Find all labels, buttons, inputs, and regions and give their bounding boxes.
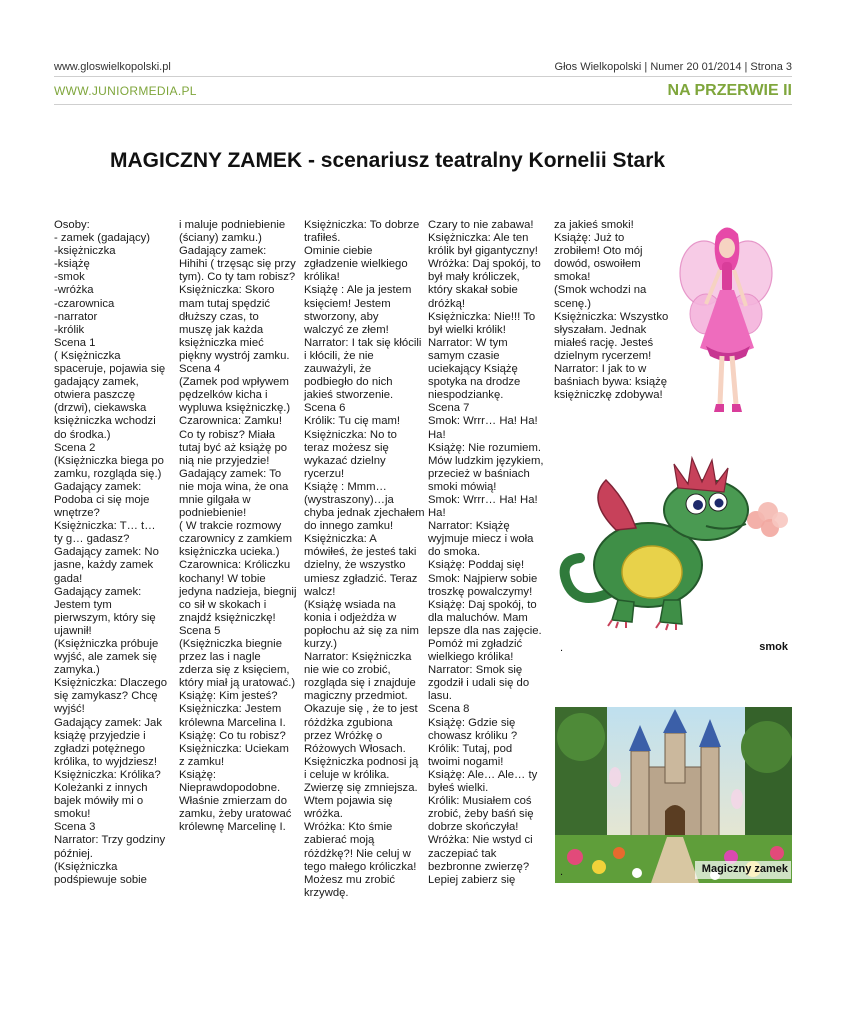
text-line: Co ty robisz? Miała: [179, 428, 276, 441]
text-line: ( W trakcie rozmowy: [179, 520, 282, 533]
castle-caption-mark: .: [560, 866, 564, 878]
text-line: Scena 8: [428, 703, 470, 716]
text-line: Książę:: [179, 768, 217, 781]
text-line: -księżniczka: [54, 245, 116, 258]
text-line: i maluje podniebienie: [179, 219, 286, 231]
text-line: Narrator: Księżniczka: [304, 651, 412, 664]
text-line: królika, to wyjdziesz!: [54, 755, 157, 768]
text-line: Księżniczka: Ale ten: [428, 232, 529, 245]
text-line: jakieś stworzenie.: [304, 389, 394, 402]
text-line: był mały króliczek,: [428, 271, 520, 284]
text-line: scenę.): [554, 297, 592, 310]
text-line: Wróżka: Kto śmie: [304, 821, 393, 834]
text-line: Właśnie zmierzam do: [179, 795, 287, 808]
text-line: (Księżniczka: [54, 860, 118, 873]
text-line: dróżką!: [428, 297, 466, 310]
section-title: NA PRZERWIE II: [667, 82, 792, 99]
text-line: Księżniczka: Jestem: [179, 703, 282, 716]
text-line: zamyka.): [54, 664, 100, 677]
text-line: -królik: [54, 323, 85, 336]
text-line: Księżniczka: Uciekam: [179, 742, 289, 755]
text-line: bezbronne zwierzę?: [428, 860, 530, 873]
text-line: wyjść, ale zamek się: [54, 651, 157, 664]
text-line: podbiegło do nich: [304, 376, 393, 389]
brand-url: WWW.JUNIORMEDIA.PL: [54, 84, 197, 98]
text-line: -narrator: [54, 310, 98, 323]
text-line: spaceruje, pojawia się: [54, 363, 166, 376]
text-line: do smoka.: [428, 546, 481, 559]
text-line: Narrator: I jak to w: [554, 363, 647, 376]
text-line: Księżniczka: Skoro: [179, 284, 275, 297]
text-line: wyjść!: [54, 703, 85, 716]
article-title: MAGICZNY ZAMEK - scenariusz teatralny Kornelii Stark: [110, 149, 666, 172]
text-line: Podoba ci się moje: [54, 493, 150, 506]
text-line: książę przyjedzie i: [54, 729, 146, 742]
text-line: pędzelków kicha i: [179, 389, 268, 402]
text-line: zgładzi potężnego: [54, 742, 146, 755]
text-line: zauważyli, że: [304, 363, 372, 376]
text-line: miałeś rację. Jesteś: [554, 336, 654, 349]
text-line: nie moja wina, że ona: [179, 480, 289, 493]
header-divider: [54, 76, 792, 77]
text-line: -smok: [54, 271, 85, 284]
text-line: - zamek (gadający): [54, 232, 151, 245]
text-line: zrobić, żeby baśń się: [428, 808, 534, 821]
text-line: Narrator: Trzy godziny: [54, 834, 166, 847]
text-line: ujawnił!: [54, 624, 92, 637]
text-line: baśniach bywa: książę: [554, 376, 668, 389]
text-line: tutaj być aż książę po: [179, 441, 288, 454]
text-line: który skakał sobie: [428, 284, 518, 297]
text-column-1: [54, 219, 167, 887]
text-line: Księżniczka: No to: [304, 428, 397, 441]
text-line: bajek mówiły mi o: [54, 795, 144, 808]
text-line: Książę: Już to: [554, 232, 625, 245]
text-line: Scena 4: [179, 363, 221, 376]
text-line: i celuje w królika.: [304, 768, 390, 781]
text-line: -czarownica: [54, 297, 115, 310]
text-line: Czarownica: Zamku!: [179, 415, 282, 428]
text-line: muszę jak każda: [179, 323, 264, 336]
text-line: Wróżka: Nie wstyd ci: [428, 834, 533, 847]
text-line: różdżka zgubiona: [304, 716, 393, 729]
text-line: (Książę wsiada na: [304, 598, 396, 611]
text-line: znajdź księżniczkę!: [179, 611, 276, 624]
text-line: Smok: Wrrr… Ha! Ha!: [428, 415, 538, 428]
text-line: Wróżka: Daj spokój, to: [428, 258, 541, 271]
text-line: Królik: Tu cię mam!: [304, 415, 401, 428]
text-line: chyba jednak zjechałem: [304, 507, 425, 520]
text-line: Narrator: Smok się: [428, 664, 523, 677]
text-column-5: [554, 219, 668, 402]
text-line: Księżniczka: Nie!!! To: [428, 310, 536, 323]
text-line: jedyna nadzieja, biegnij: [179, 585, 297, 598]
text-line: kochany! W tobie: [179, 572, 266, 585]
text-line: lepsze dla nas zajęcie.: [428, 624, 542, 637]
text-line: Książę: Nie rozumiem.: [428, 441, 542, 454]
text-line: teraz możesz się: [304, 441, 389, 454]
text-line: Narrator: W tym: [428, 336, 508, 349]
text-line: za jakieś smoki!: [554, 219, 634, 231]
text-line: do innego zamku!: [304, 520, 394, 533]
text-line: Czary to nie zabawa!: [428, 219, 534, 231]
text-line: chowasz króliku ?: [428, 729, 518, 742]
text-line: kurzy.): [304, 638, 338, 650]
text-line: Scena 6: [304, 402, 346, 415]
text-line: twoimi nogami!: [428, 755, 504, 768]
text-line: królewnę Marcelinę I.: [179, 821, 286, 834]
text-line: zderza się z księciem,: [179, 664, 290, 677]
text-line: Gadający zamek:: [54, 480, 142, 493]
text-line: Księżniczka: T… t…: [54, 520, 156, 533]
text-line: Scena 5: [179, 624, 221, 637]
text-column-3: [304, 219, 425, 900]
text-line: Książę: Daj spokój, to: [428, 598, 537, 611]
text-column-4: [428, 219, 544, 887]
text-line: wnętrze?: [54, 507, 100, 520]
text-column-2: [179, 219, 296, 834]
text-line: Książę : Ale ja jestem: [304, 284, 412, 297]
text-line: zrobiłem! Oto mój: [554, 245, 643, 258]
text-line: królika!: [304, 271, 340, 284]
text-line: nią nie przyjedzie!: [179, 454, 270, 467]
text-line: spotyka na drodze: [428, 376, 521, 389]
text-line: uciekający Książę: [428, 363, 518, 376]
text-line: Jestem tym: [54, 598, 112, 611]
text-line: rycerzu!: [304, 467, 345, 480]
text-line: Ha!: [428, 428, 446, 441]
text-line: smoku!: [54, 808, 91, 821]
text-line: (Księżniczka próbuje: [54, 638, 159, 650]
text-line: Osoby:: [54, 219, 90, 231]
text-line: dzielnym rycerzem!: [554, 349, 652, 362]
text-line: konia i odjeżdża w: [304, 611, 397, 624]
text-line: Scena 2: [54, 441, 96, 454]
issue-info: Głos Wielkopolski | Numer 20 01/2014 | Strona 3: [554, 61, 792, 73]
text-line: Gadający zamek:: [179, 245, 267, 258]
text-line: piękny wystrój zamku.: [179, 349, 290, 362]
text-line: Czarownica: Króliczku: [179, 559, 291, 572]
text-line: Książę : Mmm…: [304, 480, 387, 493]
text-line: Pomóż mi zgładzić: [428, 638, 523, 650]
text-line: magiczny przedmiot.: [304, 690, 408, 703]
text-line: zabierać moją: [304, 834, 375, 847]
text-line: Księżniczka podnosi ją: [304, 755, 419, 768]
text-line: popłochu aż się za nim: [304, 624, 419, 637]
text-line: mam tutaj spędzić: [179, 297, 271, 310]
text-line: zgładzenie wielkiego: [304, 258, 408, 271]
text-line: Koleżanki z innych: [54, 782, 148, 795]
text-line: i kłócili, że nie: [304, 349, 374, 362]
text-line: Scena 3: [54, 821, 96, 834]
text-line: Ominie ciebie: [304, 245, 373, 258]
text-line: słyszałam. Jednak: [554, 323, 647, 336]
text-line: Zwierzę się zmniejsza.: [304, 782, 418, 795]
text-line: zamku, żeby uratować: [179, 808, 292, 821]
text-line: tym). Co ty tam robisz?: [179, 271, 296, 284]
text-line: był wielki królik!: [428, 323, 506, 336]
text-line: przecież w baśniach: [428, 467, 530, 480]
text-line: troszkę powalczymy!: [428, 585, 533, 598]
text-line: rozgląda się i znajduje: [304, 677, 416, 690]
text-line: czarownicy z zamkiem: [179, 533, 292, 546]
text-line: przez Wróżkę o: [304, 729, 383, 742]
text-line: walczyć ze złem!: [304, 323, 389, 336]
text-line: samym czasie: [428, 349, 500, 362]
text-line: Narrator: I tak się kłócili: [304, 336, 422, 349]
text-line: Książę: Co tu robisz?: [179, 729, 286, 742]
text-line: (ściany) zamku.): [179, 232, 262, 245]
castle-caption: Magiczny zamek: [701, 863, 788, 875]
text-line: księżniczka ucieka.): [179, 546, 280, 559]
text-line: Hihihi ( trzęsąc się przy: [179, 258, 296, 271]
text-line: smoki mówią!: [428, 480, 497, 493]
text-line: dłuższy czas, to: [179, 310, 259, 323]
text-line: Lepiej zabierz się: [428, 873, 516, 886]
text-line: różdżkę?! Nie celuj w: [304, 847, 411, 860]
text-line: księżniczka mieć: [179, 336, 264, 349]
text-line: Wtem pojawia się: [304, 795, 393, 808]
text-line: Scena 7: [428, 402, 470, 415]
text-line: Księżniczka: Dlaczego: [54, 677, 168, 690]
text-line: wykazać dzielny: [304, 454, 386, 467]
text-line: mówiłeś, że jesteś taki: [304, 546, 417, 559]
text-line: wyjmuje miecz i woła: [428, 533, 534, 546]
text-line: się zamykasz? Chcę: [54, 690, 158, 703]
text-line: wypluwa księżniczkę.): [179, 402, 291, 415]
text-line: Różowych Włosach.: [304, 742, 406, 755]
text-line: dowód, oswoiłem: [554, 258, 641, 271]
text-line: (drzwi), ciekawska: [54, 402, 147, 415]
text-line: pierwszym, który się: [54, 611, 156, 624]
text-line: wielkiego królika!: [428, 651, 514, 664]
text-line: jasne, każdy zamek: [54, 559, 154, 572]
text-line: Księżniczka: Królika?: [54, 768, 161, 781]
text-line: -wróżka: [54, 284, 94, 297]
text-line: Scena 1: [54, 336, 96, 349]
text-line: później.: [54, 847, 93, 860]
text-line: walcz!: [304, 585, 336, 598]
text-line: księżniczka wchodzi: [54, 415, 156, 428]
text-line: Królik: Tutaj, pod: [428, 742, 513, 755]
text-line: byłeś wielki.: [428, 782, 489, 795]
text-line: Gadający zamek: Jak: [54, 716, 162, 729]
text-line: dzielny, że wszystko: [304, 559, 406, 572]
text-line: z zamku!: [179, 755, 225, 768]
text-line: ty g… gadasz?: [54, 533, 130, 546]
text-line: Gadający zamek:: [54, 585, 142, 598]
text-line: stworzony, aby: [304, 310, 379, 323]
text-line: Książę: Ale… Ale… ty: [428, 768, 538, 781]
text-line: Smok: Najpierw sobie: [428, 572, 538, 585]
text-line: Książę: Kim jesteś?: [179, 690, 278, 703]
site-url: www.gloswielkopolski.pl: [54, 61, 171, 73]
text-line: nie wie co zrobić,: [304, 664, 391, 677]
text-line: (Księżniczka biega po: [54, 454, 164, 467]
text-line: -książę: [54, 258, 90, 271]
text-line: Ha!: [428, 507, 446, 520]
text-line: lasu.: [428, 690, 452, 703]
text-line: Możesz mu zrobić: [304, 873, 396, 886]
text-line: umiesz zgładzić. Teraz: [304, 572, 418, 585]
text-line: podniebienie!: [179, 507, 247, 520]
text-line: otwiera paszczę: [54, 389, 135, 402]
fairy-image: [676, 218, 776, 418]
dragon-image: [556, 440, 792, 645]
text-line: zgodził i udali się do: [428, 677, 530, 690]
dragon-caption-mark: .: [560, 642, 564, 654]
text-line: księciem! Jestem: [304, 297, 391, 310]
text-line: dobrze skończyła!: [428, 821, 519, 834]
text-line: Gadający zamek: No: [54, 546, 159, 559]
castle-image: [555, 707, 792, 883]
text-line: smoka!: [554, 271, 591, 284]
text-line: zamku, rozgląda się.): [54, 467, 162, 480]
text-line: tego małego króliczka!: [304, 860, 417, 873]
text-line: mnie gilgała w: [179, 493, 251, 506]
text-line: Księżniczka: A: [304, 533, 377, 546]
text-line: zaczepiać tak: [428, 847, 497, 860]
text-line: ( Księżniczka: [54, 349, 121, 362]
text-line: (Smok wchodzi na: [554, 284, 647, 297]
text-line: Okazuje się , że to jest: [304, 703, 418, 716]
text-line: Książę: Poddaj się!: [428, 559, 525, 572]
text-line: Narrator: Książę: [428, 520, 510, 533]
text-line: gada!: [54, 572, 83, 585]
text-line: wróżka.: [304, 808, 343, 821]
text-line: Księżniczka: To dobrze: [304, 219, 420, 231]
section-divider: [54, 104, 792, 105]
text-line: krzywdę.: [304, 886, 349, 899]
text-line: Książę: Gdzie się: [428, 716, 516, 729]
text-line: co sił w skokach i: [179, 598, 267, 611]
text-line: trafiłeś.: [304, 232, 341, 245]
dragon-caption: smok: [759, 641, 788, 653]
text-line: królik był gigantyczny!: [428, 245, 538, 258]
text-line: Królik: Musiałem coś: [428, 795, 532, 808]
text-line: dla maluchów. Mam: [428, 611, 528, 624]
text-line: Smok: Wrrr… Ha! Ha!: [428, 493, 538, 506]
text-line: księżniczkę zdobywa!: [554, 389, 663, 402]
text-line: (wystraszony)…ja: [304, 493, 394, 506]
text-line: Nieprawdopodobne.: [179, 782, 281, 795]
text-line: (Zamek pod wpływem: [179, 376, 289, 389]
text-line: gadający zamek,: [54, 376, 139, 389]
text-line: przez las i nagle: [179, 651, 261, 664]
text-line: Gadający zamek: To: [179, 467, 282, 480]
text-line: królewna Marcelina I.: [179, 716, 286, 729]
text-line: niespodziankę.: [428, 389, 504, 402]
text-line: (Księżniczka biegnie: [179, 638, 282, 650]
text-line: który miał ją uratować.): [179, 677, 296, 690]
text-line: Mów ludzkim językiem,: [428, 454, 544, 467]
text-line: Księżniczka: Wszystko: [554, 310, 669, 323]
text-line: do środka.): [54, 428, 111, 441]
text-line: podśpiewuje sobie: [54, 873, 147, 886]
